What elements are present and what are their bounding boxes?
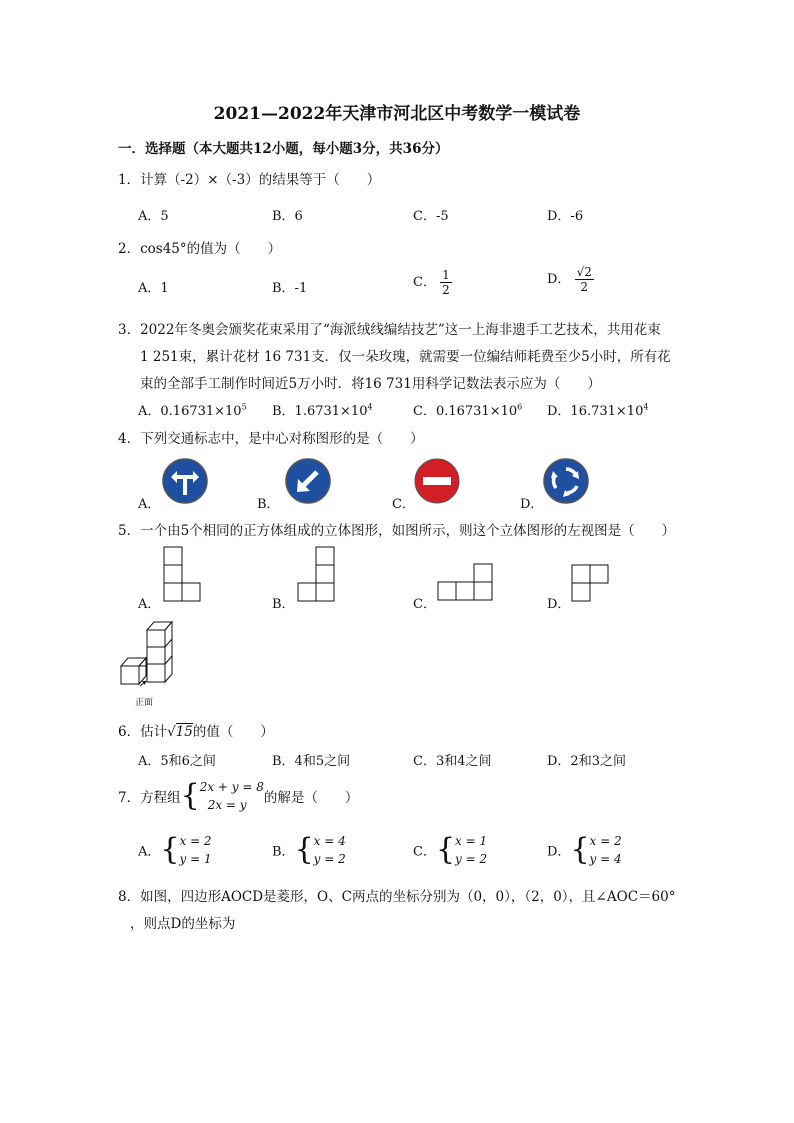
question-5-stem: 5．一个由5个相同的正方体组成的立体图形，如图所示，则这个立体图形的左视图是（ ） <box>118 523 676 539</box>
sqrt-symbol: √ <box>167 724 176 740</box>
q3-option-c-text: C．0.16731×10 <box>413 404 518 419</box>
q2-option-d-fraction <box>575 265 594 294</box>
q1-option-b: B．6 <box>272 209 303 224</box>
q6-radicand: 15 <box>175 724 193 740</box>
q4-option-a-label: A． <box>138 497 161 512</box>
fraction-denominator: 2 <box>580 280 589 294</box>
arrow-down-left-sign-icon <box>284 457 332 505</box>
exponent: 5 <box>241 402 247 412</box>
q3-option-d <box>547 400 648 419</box>
front-label: 正面 <box>135 698 154 708</box>
q7-option-d-label: D． <box>547 844 571 860</box>
question-3-line-1: 3．2022年冬奥会颁奖花束采用了“海派绒线编结技艺”这一上海非遗手工艺技术，共用花束 <box>118 322 661 338</box>
q5-view-d <box>570 563 612 605</box>
q7-equation-1: 2x + y = 8 <box>199 780 264 794</box>
q4-option-c-label: C． <box>392 497 415 512</box>
system-line-2: y = 4 <box>589 852 622 866</box>
q6-option-d: D．2和3之间 <box>547 754 626 769</box>
q7-option-d <box>547 832 622 868</box>
q5-view-a <box>162 545 204 605</box>
section-heading: 一．选择题（本大题共12小题，每小题3分，共36分） <box>118 141 449 157</box>
q7-system <box>200 778 264 814</box>
q3-option-c <box>413 400 522 419</box>
q2-option-d <box>547 265 594 294</box>
turn-left-right-sign-icon <box>161 457 209 505</box>
left-brace: { <box>570 832 590 867</box>
q2-option-c-label: C． <box>413 275 436 290</box>
q5-view-b <box>296 545 338 605</box>
question-4-stem: 4．下列交通标志中，是中心对称图形的是（ ） <box>118 431 424 447</box>
q5-stacked-cubes-figure <box>118 618 178 698</box>
left-brace: { <box>180 778 200 813</box>
left-brace: { <box>435 832 456 867</box>
question-1-stem: 1．计算（-2）×（-3）的结果等于（ ） <box>118 172 381 188</box>
question-2-stem: 2．cos45°的值为（ ） <box>118 241 282 257</box>
left-brace: { <box>160 832 180 867</box>
question-3-line-2: 1 251束，累计花材 16 731支．仅一朵玫瑰，就需要一位编结师耗费至少5小时，所有花 <box>140 349 671 365</box>
q5-view-c <box>436 562 498 604</box>
system-line-1: x = 2 <box>589 834 622 848</box>
system-line-2: y = 2 <box>313 852 346 866</box>
question-6-stem <box>118 720 274 740</box>
fraction-numerator: √2 <box>576 265 592 279</box>
q3-option-a-text: A．0.16731×10 <box>138 404 242 419</box>
q5-option-d-label: D． <box>547 597 571 612</box>
q7-option-c-system <box>455 832 487 868</box>
q7-option-c-label: C． <box>413 844 436 860</box>
system-line-1: x = 4 <box>313 834 346 848</box>
exponent: 4 <box>367 402 373 412</box>
q7-option-a-system <box>179 832 211 868</box>
question-3-line-3: 束的全部手工制作时间近5万小时．将16 731用科学记数法表示应为（ ） <box>140 376 601 392</box>
q5-option-b-label: B． <box>272 597 295 612</box>
q7-option-a-label: A． <box>138 844 161 860</box>
fraction-numerator: 1 <box>442 268 450 282</box>
question-8-line-2: ，则点D的坐标为 <box>130 916 236 932</box>
exponent: 6 <box>517 402 523 412</box>
q3-option-b <box>272 400 373 419</box>
q1-option-d: D．-6 <box>547 209 584 224</box>
q2-option-c-fraction <box>440 268 452 297</box>
q4-option-d-label: D． <box>520 497 544 512</box>
q7-stem-prefix: 7．方程组 <box>118 790 181 806</box>
question-8-line-1: 8．如图，四边形AOCD是菱形，O、C两点的坐标分别为（0，0），（2，0），且∠AOC＝60° <box>118 889 676 905</box>
q7-stem-suffix: 的解是（ ） <box>263 790 359 806</box>
system-line-2: y = 2 <box>455 852 488 866</box>
system-line-2: y = 1 <box>179 852 212 866</box>
q7-option-b <box>272 832 346 868</box>
q1-option-a: A．5 <box>138 209 169 224</box>
q6-option-b: B．4和5之间 <box>272 754 351 769</box>
fraction-denominator: 2 <box>442 283 450 297</box>
q2-option-a: A．1 <box>138 281 169 296</box>
q7-option-a <box>138 832 212 868</box>
q3-option-d-text: D．16.731×10 <box>547 404 644 419</box>
system-line-1: x = 1 <box>455 834 488 848</box>
left-brace: { <box>294 832 314 867</box>
q5-option-a-label: A． <box>138 597 161 612</box>
exam-title: 2021—2022年天津市河北区中考数学一模试卷 <box>213 104 581 124</box>
roundabout-sign-icon <box>542 457 590 505</box>
q6-option-a: A．5和6之间 <box>138 754 216 769</box>
question-7-stem <box>118 778 358 814</box>
system-line-1: x = 2 <box>179 834 212 848</box>
q7-option-b-system <box>314 832 346 868</box>
q1-option-c: C．-5 <box>413 209 449 224</box>
no-entry-sign-icon <box>413 457 461 505</box>
q3-option-a <box>138 400 247 419</box>
q6-stem-prefix: 6．估计 <box>118 724 168 740</box>
q7-option-b-label: B． <box>272 844 295 860</box>
q7-equation-2: 2x = y <box>207 798 247 812</box>
q2-option-b: B．-1 <box>272 281 308 296</box>
q2-option-d-label: D． <box>547 272 571 287</box>
q6-option-c: C．3和4之间 <box>413 754 492 769</box>
q3-option-b-text: B．1.6731×10 <box>272 404 368 419</box>
q4-option-b-label: B． <box>257 497 280 512</box>
q7-option-d-system <box>590 832 622 868</box>
q5-option-c-label: C． <box>413 597 436 612</box>
q2-option-c <box>413 268 452 297</box>
q7-option-c <box>413 832 487 868</box>
exponent: 4 <box>643 402 649 412</box>
q6-stem-suffix: 的值（ ） <box>192 724 274 740</box>
